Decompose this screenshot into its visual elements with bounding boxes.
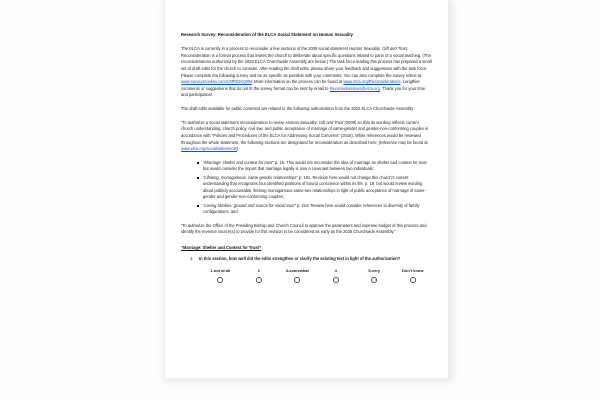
- auth-part2: (2009) so that its wording reflects current church understanding, church policy, civil law, and public acceptance of marriage of same-gender and gender-non-conforming couples in accordance with “Policies and Procedures of the ELCA for Addressing Social Concerns” (2016). While references would be reviewed throughout the whole statement, the following sections are designated for reconsideration as described here; [reference may be found at: [181, 119, 429, 145]
- radio-button[interactable]: [410, 277, 416, 283]
- bullet-body: p. 15. This would not reconsider the idea of marriage as shelter and context for trust but would consider the import that marriage legally is now a covenant between two individuals;: [203, 159, 427, 172]
- auth-italic-title-1: Human Sexuality: Gift and Trust: [285, 119, 344, 125]
- elca-reconsiderations-link[interactable]: www.elca.org/Reconsiderations: [343, 79, 401, 85]
- intro-part1: The ELCA is currently in a process to reconsider a few sections of the 2009 social statement: [181, 46, 350, 52]
- scale-option-2[interactable]: [240, 268, 279, 283]
- intro-part3: . More information on the process can be found at: [251, 79, 344, 85]
- authorization-intro: The draft edits available for public comment are related to the following authorization from the 2022 ELCA Churchwide Assembly:: [181, 106, 415, 112]
- list-item: [197, 160, 432, 173]
- scale-label: 3-somewhat: [285, 267, 309, 273]
- scale-option-dont-know[interactable]: [394, 268, 433, 283]
- bullet-quoted-title: “Lifelong, monogamous, same-gender relationships”: [203, 174, 298, 180]
- intro-part5: . Thank you for your time and participation!: [181, 85, 426, 98]
- scale-label: 5-very: [368, 267, 381, 273]
- scale-label: 1-not at all: [210, 267, 231, 273]
- bullet-quoted-title: “Marriage: shelter and context for trust”: [203, 159, 274, 165]
- closing-quote: “To authorize the Office of the Presiding Bishop and Church Council to approve the parameters and expense budget of this process and identify the revenue source(s) to provide for this revision to be considered as early as the 2025 Churchwide Assembly.”: [181, 222, 427, 235]
- scale-option-3[interactable]: [278, 268, 317, 283]
- page-title: Research Survey: Reconsideration of the ELCA Social Statement on Human Sexuality: [181, 32, 354, 37]
- intro-part4: . Lengthier comments or suggestions that do not fit the survey format can be sent by email to: [181, 79, 420, 91]
- authorization-quote: [181, 120, 432, 153]
- section-heading: “Marriage: Shelter and Context for Trust”: [181, 245, 262, 251]
- survey-questions: [181, 256, 432, 282]
- intro-italic-title-1: Human Sexuality: Gift and Trust: [349, 46, 407, 52]
- radio-button[interactable]: [371, 277, 377, 283]
- likert-scale-row: [199, 268, 432, 283]
- radio-button[interactable]: [256, 277, 262, 283]
- auth-part3: ]: [236, 146, 239, 152]
- survey-question-1: [199, 256, 432, 282]
- scale-option-4[interactable]: [317, 268, 356, 283]
- list-item: [197, 175, 432, 202]
- email-link[interactable]: Reconsiderations@elca.org: [329, 85, 380, 91]
- scale-label: 4: [334, 267, 337, 273]
- intro-part2: . Reconsideration is a formal process that invites the church to deliberate about specific questions related to parts of a social teaching. (The reconsiderations authorized by the 2022 ELCA Churchwide Assembly are below.) The task force leading this process has prepared a small set of draft edits for the church to consider. After reading the draft edits, please share your feedback and suggestions with the task force. Please complete the following survey and be as specific as possible with your comments. You can also complete the survey online at: [181, 46, 432, 78]
- intro-paragraph: [181, 46, 432, 99]
- bullet-body: p. 216. Review here would consider references to diversity of family configurations; and: [203, 202, 420, 215]
- bullet-quoted-title: “Loving families: ground and source for social trust”: [203, 202, 296, 208]
- radio-button[interactable]: [333, 277, 339, 283]
- question-text: In this section, how well did the edits strengthen or clarify the existing text in light of the authorization?: [199, 256, 401, 262]
- reconsideration-sections-list: [181, 160, 432, 216]
- auth-part1: “To authorize a social statement reconsideration to revise: [181, 119, 286, 125]
- radio-button[interactable]: [294, 277, 300, 283]
- list-item: [197, 203, 432, 216]
- scale-option-1[interactable]: [201, 268, 240, 283]
- document-page: [165, 0, 448, 378]
- radio-button[interactable]: [217, 277, 223, 283]
- survey-link[interactable]: www.surveymonkey.com/r/3PNDXQ8M: [181, 79, 252, 85]
- socialstatements-link[interactable]: www.elca.org/socialstatements: [181, 146, 237, 152]
- scale-label: Don't know: [402, 267, 424, 273]
- scale-option-5[interactable]: [355, 268, 394, 283]
- scale-label: 2: [257, 267, 260, 273]
- bullet-body: p. 181. Revision here would not change this church's current understanding that recognizes four identified positions of bound conscience within its life, p. 19, but would review wording about publicly accountable, lifelong monogamous same-sex relationships in light of public acceptance of marriage of same-gender and gender-non-conforming couples;: [203, 174, 426, 200]
